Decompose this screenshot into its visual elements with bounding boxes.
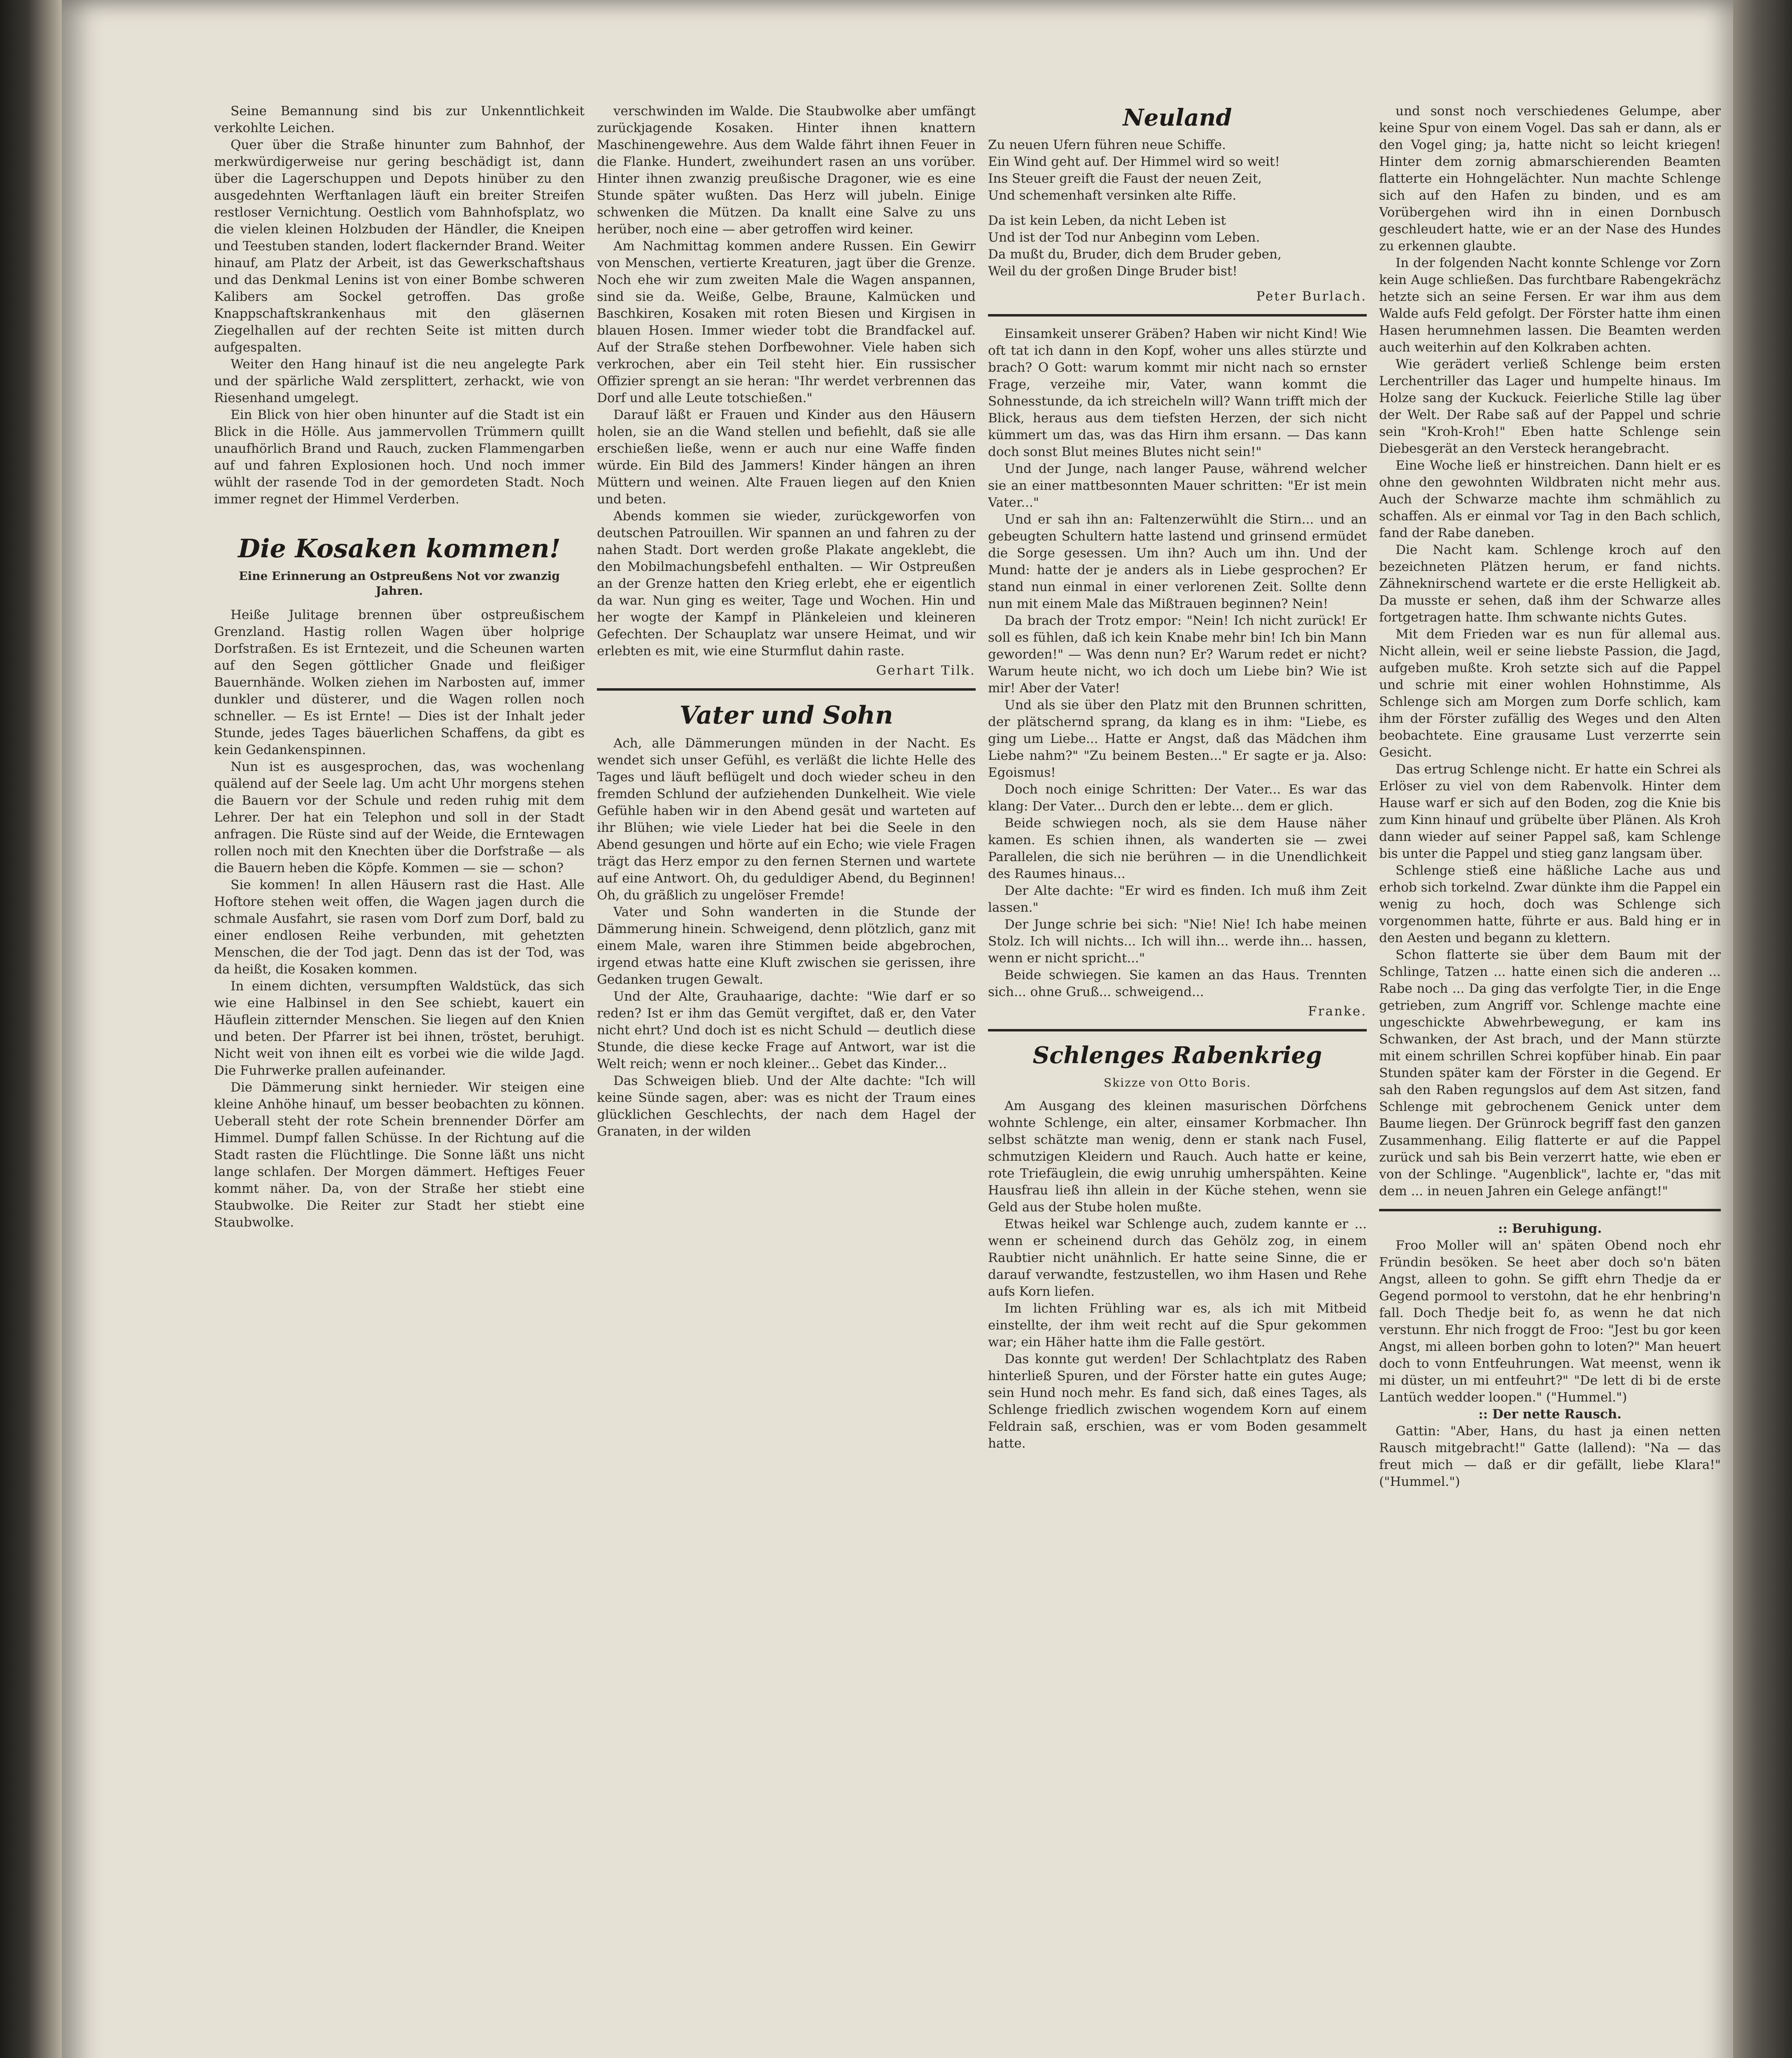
paragraph: Darauf läßt er Frauen und Kinder aus den Häusern holen, sie an die Wand stellen und befiehlt, daß sie alle erschießen ließe, wenn er auch nur eine Waffe finden würde. Ein Bild des Jammers! Kinder hängen an ihren Müttern und weinen. Alte Frauen liegen auf den Knien und beten. bbox=[597, 407, 976, 507]
paragraph: Beide schwiegen. Sie kamen an das Haus. Trennten sich... ohne Gruß... schweigend... bbox=[988, 968, 1367, 999]
paragraph: Im lichten Frühling war es, als ich mit Mitbeid einstellte, der ihm weit recht auf die Spur gekommen war; ein Häher hatte ihm die Falle gestört. bbox=[988, 1301, 1367, 1350]
paragraph: und sonst noch verschiedenes Gelumpe, aber keine Spur von einem Vogel. Das sah er dann, als er den Vogel ging; ja, hatte nicht so leicht kriegen! Hinter dem zornig abmarschierenden Beamten flatterte ein Hohngelächter. Nun machte Schlenge sich auf den Hafen zu binden, und es am Vorübergehen wird ihn in einen Dornbusch geschleudert hatte, wie er an der Nase des Hundes zu erkennen glaubte. bbox=[1379, 104, 1721, 254]
article-title: Vater und Sohn bbox=[679, 701, 893, 730]
paragraph: Am Nachmittag kommen andere Russen. Ein Gewirr von Menschen, vertierte Kreaturen, jagt über die Grenze. Noch ehe wir zum zweiten Male die Wagen anspannen, sind sie da. Weiße, Gelbe, Braune, Kalmücken und Baschkiren, Kosaken mit roten Biesen und Kirgisen in blauen Hosen. Immer wieder tobt die Brandfackel auf. Auf der Straße stehen Dorfbewohner. Viele haben sich verkrochen, aber ein Teil steht hier. Ein russischer Offizier sprengt an sie heran: "Ihr werdet verbrennen das Dorf und alle Leute totschießen." bbox=[597, 239, 976, 405]
column-4 bbox=[1379, 103, 1721, 2058]
paragraph: In der folgenden Nacht konnte Schlenge vor Zorn kein Auge schließen. Das furchtbare Rabengekrächz hetzte sich an seine Fersen. Er war ihm aus dem Walde aufs Feld gefolgt. Der Förster hatte ihm einen Hasen herumnehmen lassen. Die Beamten werden auch weiterhin auf den Kolkraben achten. bbox=[1379, 256, 1721, 355]
paragraph: verschwinden im Walde. Die Staubwolke aber umfängt zurückjagende Kosaken. Hinter ihnen knattern Maschinengewehre. Aus dem Walde fährt ihnen Feuer in die Flanke. Hundert, zweihundert rasen an uns vorüber. Hinter ihnen zwanzig preußische Dragoner, wie es eine Stunde später wußten. Das Herz will jubeln. Einige schwenken die Mützen. Da knallt eine Salve zu uns herüber, noch eine — aber getroffen wird keiner. bbox=[597, 104, 976, 237]
paragraph: Seine Bemannung sind bis zur Unkenntlichkeit verkohlte Leichen. bbox=[214, 104, 585, 135]
paragraph: Froo Moller will an' späten Obend noch ehr Fründin besöken. Se heet aber doch so'n bäten Angst, alleen to gohn. Se gifft ehrn Thedje da er Gegend pormool to verstohn, dat he ehr henbring'n fall. Doch Thedje beit fo, as wenn he dat nich verstunn. Ehr nich froggt de Froo: "Jest bu gor keen Angst, mi alleen borben gohn to loten?" Man heuert doch to vonn Entfeuhrungen. Wat meenst, wenn ik mi düster, un mi entfeuhrt?" "De lett di bi de erste Lantüch wedder loopen." ("Hummel.") bbox=[1379, 1238, 1721, 1405]
paragraph: Weiter den Hang hinauf ist die neu angelegte Park und der spärliche Wald zersplittert, zerhackt, wie von Riesenhand umgelegt. bbox=[214, 357, 585, 405]
paragraph: Der Alte dachte: "Er wird es finden. Ich muß ihm Zeit lassen." bbox=[988, 883, 1367, 915]
paragraph: Das konnte gut werden! Der Schlachtplatz des Raben hinterließ Spuren, und der Förster hatte ein gutes Auge; sein Hund noch mehr. Es fand sich, daß eines Tages, als Schlenge friedlich zwischen wogendem Korn auf einem Feldrain saß, erschien, was er vom Boden gesammelt hatte. bbox=[988, 1352, 1367, 1451]
article-title: Die Kosaken kommen! bbox=[238, 533, 561, 563]
paragraph: Die Dämmerung sinkt hernieder. Wir steigen eine kleine Anhöhe hinauf, um besser beobachten zu können. Ueberall steht der rote Schein brennender Dörfer am Himmel. Dumpf fallen Schüsse. In der Richtung auf die Stadt rasten die Flüchtlinge. Die Sonne läßt uns nicht lange schlafen. Der Morgen dämmert. Heftiges Feuer kommt näher. Da, von der Straße her stiebt eine Staubwolke. Die Reiter zur Stadt her stiebt eine Staubwolke. bbox=[214, 1080, 585, 1230]
paragraph: Schlenge stieß eine häßliche Lache aus und erhob sich torkelnd. Zwar dünkte ihm die Pappel ein wenig zu hoch, doch was Schlenge sich vorgenommen hatte, führte er aus. Bald hing er in den Aesten und begann zu klettern. bbox=[1379, 863, 1721, 945]
divider bbox=[597, 688, 976, 691]
column-3 bbox=[988, 103, 1367, 2058]
page-right-edge bbox=[1733, 0, 1792, 2058]
paragraph: Der Junge schrie bei sich: "Nie! Nie! Ich habe meinen Stolz. Ich will nichts... Ich will ihn... werde ihn... hassen, wenn er nicht spricht..." bbox=[988, 917, 1367, 966]
byline: Skizze von Otto Boris. bbox=[1104, 1076, 1251, 1090]
paragraph: Das Schweigen blieb. Und der Alte dachte: "Ich will keine Sünde sagen, aber: was es nicht der Traum eines glücklichen Geschlechts, der nach dem Hagel der Granaten, in der wilden bbox=[597, 1073, 976, 1139]
paragraph: Vater und Sohn wanderten in die Stunde der Dämmerung hinein. Schweigend, denn plötzlich, ganz mit einem Male, waren ihre Stimmen beide abgebrochen, irgend etwas hatte eine Kluft zwischen sie gerissen, ihre Gedanken trugen Gewalt. bbox=[597, 905, 976, 987]
paragraph: Etwas heikel war Schlenge auch, zudem kannte er ... wenn er scheinend durch das Gehölz zog, in einem Raubtier nicht unähnlich. Er hatte seine Sinne, die er darauf verwandte, festzustellen, wo ihm Hasen und Rehe aufs Korn liefen. bbox=[988, 1217, 1367, 1299]
paragraph: Und der Alte, Grauhaarige, dachte: "Wie darf er so reden? Ist er ihm das Gemüt vergiftet, daß er, den Vater nicht ehrt? Und doch ist es nicht Schuld — deutlich diese Stunde, die diese kecke Frage auf Antwort, war ist die Welt reich; wenn er noch kleiner... Gebet das Kinder... bbox=[597, 989, 976, 1071]
paragraph: Sie kommen! In allen Häusern rast die Hast. Alle Hoftore stehen weit offen, die Wagen jagen durch die schmale Ausfahrt, sie rasen vom Dorf zum Dorf, bald zu einer endlosen Reihe verbunden, mit gehetzten Menschen, die der Tod jagt. Denn das ist der Tod, was da heißt, die Kosaken kommen. bbox=[214, 878, 585, 977]
paragraph: Die Nacht kam. Schlenge kroch auf den bezeichneten Plätzen herum, er fand nichts. Zähneknirschend wartete er die erste Helligkeit ab. Da musste er sehen, daß ihm der Schwarze alles fortgetragen hatte. Ihm schwante nichts Gutes. bbox=[1379, 542, 1721, 625]
book-binding-edge bbox=[0, 0, 62, 2058]
poem-stanza: Zu neuen Ufern führen neue Schiffe. Ein Wind geht auf. Der Himmel wird so weit! Ins Steuer greift die Faust der neuen Zeit, Und schemenhaft versinken alte Riffe. bbox=[988, 137, 1280, 203]
joke-title: :: Beruhigung. bbox=[1498, 1221, 1602, 1236]
paragraph: Einsamkeit unserer Gräben? Haben wir nicht Kind! Wie oft tat ich dann in den Kopf, woher uns alles stürzte und brach? O Gott: warum kommt mir nicht nach so ernster Frage, verzeihe mir, Vater, wann kommt die Sohnesstunde, da ich streicheln will? Wann trifft mich der Blick, heraus aus dem tiefsten Herzen, der sich nicht kümmert um das, was das Hirn ihm ersann. — Das kann doch sonst Blut meines Blutes nicht sein!" bbox=[988, 326, 1367, 459]
article-subtitle: Eine Erinnerung an Ostpreußens Not vor zwanzig Jahren. bbox=[239, 569, 560, 598]
poem-stanza: Da ist kein Leben, da nicht Leben ist Und ist der Tod nur Anbeginn vom Leben. Da mußt du, Bruder, dich dem Bruder geben, Weil du der großen Dinge Bruder bist! bbox=[988, 213, 1282, 279]
paragraph: Und er sah ihn an: Faltenzerwühlt die Stirn... und an gebeugten Schultern hatte lastend und grinsend ermüdet die Sorge gesessen. Um ihn? Auch um ihn. Und der Mund: hatte der je anders als in Liebe gesprochen? Er stand nun einmal in einer verlorenen Zeit. Sollte denn nun mit einem Male das Mißtrauen beginnen? Nein! bbox=[988, 512, 1367, 611]
paragraph: Und der Junge, nach langer Pause, während welcher sie an einer mattbesonnten Mauer schritten: "Er ist mein Vater..." bbox=[988, 461, 1367, 510]
paragraph: Das ertrug Schlenge nicht. Er hatte ein Schrei als Erlöser zu viel von dem Rabenvolk. Hinter dem Hause warf er sich auf den Boden, zog die Knie bis zum Kinn hinauf und grübelte über Plänen. Als Kroh dann wieder auf seiner Pappel saß, kam Schlenge bis unter die Pappel und stieg ganz langsam über. bbox=[1379, 762, 1721, 861]
author: Gerhart Tilk. bbox=[876, 663, 976, 678]
divider bbox=[988, 314, 1367, 317]
paragraph: Doch noch einige Schritten: Der Vater... Es war das klang: Der Vater... Durch den er lebte... dem er glich. bbox=[988, 782, 1367, 814]
paragraph: Schon flatterte sie über dem Baum mit der Schlinge, Tatzen ... hatte einen sich die anderen ... Rabe noch ... Da ging das verfolgte Tier, in die Enge getrieben, zum Angriff vor. Schlenge machte eine ungeschickte Abwehrbewegung, er kam ins Schwanken, der Ast brach, und der Mann stürzte mit einem schrillen Schrei kopfüber hinab. Ein paar Stunden später kam der Förster in die Gegend. Er sah den Raben regungslos auf dem Ast sitzen, fand Schlenge mit gebrochenem Genick unter dem Baume liegen. Der Grünrock begriff fast den ganzen Zusammenhang. Eilig flatterte er auf die Pappel zurück und sah bis Bein verzerrt hatte, wie eben er von der Schlinge. "Augenblick", lachte er, "das mit dem ... in neuen Jahren ein Gelege anfängt!" bbox=[1379, 948, 1721, 1199]
article-title: Schlenges Rabenkrieg bbox=[1032, 1042, 1322, 1069]
paragraph: Beide schwiegen noch, als sie dem Hause näher kamen. Es schien ihnen, als wanderten sie — zwei Parallelen, die sich nie berühren — in die Unendlichkeit des Raumes hinaus... bbox=[988, 816, 1367, 881]
paragraph: Ein Blick von hier oben hinunter auf die Stadt ist ein Blick in die Hölle. Aus jammervollen Trümmern quillt unaufhörlich Brand und Rauch, zucken Flammengarben auf und fahren Explosionen hoch. Und noch immer wühlt der rasende Tod in der gemordeten Stadt. Noch immer regnet der Himmel Verderben. bbox=[214, 407, 585, 507]
paragraph: Mit dem Frieden war es nun für allemal aus. Nicht allein, weil er seine liebste Passion, die Jagd, aufgeben mußte. Kroh setzte sich auf die Pappel und schrie mit einer wohlen Hohnstimme, Als Schlenge sich am Morgen zum Dorfe schlich, kam ihm der Förster zufällig des Weges und den Alten beobachtete. Eine grausame Lust verzerrte sein Gesicht. bbox=[1379, 627, 1721, 760]
author: Franke. bbox=[1308, 1004, 1367, 1019]
author: Peter Burlach. bbox=[1256, 289, 1367, 304]
paragraph: Eine Woche ließ er hinstreichen. Dann hielt er es ohne den gewohnten Wildbraten nicht mehr aus. Auch der Schwarze machte ihm schmählich zu schaffen. Als er einmal vor Tag in den Bach schlich, fand der Rabe daneben. bbox=[1379, 458, 1721, 540]
joke-title: :: Der nette Rausch. bbox=[1478, 1407, 1622, 1422]
paragraph: Wie gerädert verließ Schlenge beim ersten Lerchentriller das Lager und humpelte hinaus. Im Holze sang der Kuckuck. Feierliche Stille lag über der Welt. Der Rabe saß auf der Pappel und schrie sein "Kroh-Kroh!" Eben hatte Schlenge sein Diebesgerät an den Versteck herangebracht. bbox=[1379, 357, 1721, 456]
paragraph: Heiße Julitage brennen über ostpreußischem Grenzland. Hastig rollen Wagen über holprige Dorfstraßen. Es ist Erntezeit, und die Scheunen warten auf den Segen göttlicher Gnade und fleißiger Bauernhände. Wolken ziehen im Narbosten auf, immer dunkler und düsterer, und die Wagen rollen noch schneller. — Es ist Ernte! — Dies ist der Inhalt jeder Stunde, jedes Tages bäuerlichen Schaffens, da gibt es kein Gedankenspinnen. bbox=[214, 608, 585, 757]
poem-title: Neuland bbox=[1123, 104, 1232, 131]
paragraph: In einem dichten, versumpften Waldstück, das sich wie eine Halbinsel in den See schiebt, kauert ein Häuflein zitternder Menschen. Sie liegen auf den Knien und beten. Der Pfarrer ist bei ihnen, tröstet, beruhigt. Nicht weit von ihnen eilt es vorbei wie die wilde Jagd. Die Fuhrwerke prallen aufeinander. bbox=[214, 979, 585, 1078]
divider bbox=[1379, 1209, 1721, 1211]
paragraph: Nun ist es ausgesprochen, das, was wochenlang quälend auf der Seele lag. Um acht Uhr morgens stehen die Bauern vor der Schule und reden ruhig mit dem Lehrer. Der hat ein Telephon und soll in der Stadt anfragen. Die Rüste sind auf der Weide, die Erntewagen rollen noch mit den Knechten über die Dorfstraße — als die Bauern heben die Köpfe. Kommen — sie — schon? bbox=[214, 759, 585, 875]
divider bbox=[988, 1029, 1367, 1031]
paragraph: Am Ausgang des kleinen masurischen Dörfchens wohnte Schlenge, ein alter, einsamer Korbmacher. Ihn selbst schätzte man wenig, denn er stank nach Fusel, schmutzigen Kleidern und Rauch. Auch hatte er keine, rote Triefäuglein, die ewig unruhig umherspähten. Keine Hausfrau ließ ihn allein in der Küche stehen, wenn sie Geld aus der Stube holen mußte. bbox=[988, 1099, 1367, 1215]
paragraph: Und als sie über den Platz mit den Brunnen schritten, der plätschernd sprang, da klang es in ihm: "Liebe, es ging um Liebe... Hatte er Angst, daß das Mädchen ihm Liebe nahm?" "Zu beinem Besten..." Er sagte er ja. Also: Egoismus! bbox=[988, 698, 1367, 780]
paragraph: Da brach der Trotz empor: "Nein! Ich nicht zurück! Er soll es fühlen, daß ich kein Knabe mehr bin! Ich bin Mann geworden!" — Was denn nun? Er? Warum redet er nicht? Warum heute nicht, wo ich doch um Liebe bin? Wie ist mir! Aber der Vater! bbox=[988, 613, 1367, 696]
column-2 bbox=[597, 103, 976, 2058]
paragraph: Quer über die Straße hinunter zum Bahnhof, der merkwürdigerweise nur gering beschädigt ist, dann über die Lagerschuppen und Depots hinüber zu den ausgedehnten Werftanlagen läuft ein breiter Streifen restloser Vernichtung. Oestlich vom Bahnhofsplatz, wo die vielen kleinen Holzbuden der Händler, die Kneipen und Teestuben standen, lodert flackernder Brand. Weiter hinauf, am Platz der Arbeit, ist das Gewerkschaftshaus und das Denkmal Lenins ist von einer Bombe schweren Kalibers am Sockel getroffen. Das große Knappschaftskrankenhaus mit den gläsernen Ziegelhallen auf der rechten Seite ist mitten durch aufgespalten. bbox=[214, 137, 585, 355]
paragraph: Ach, alle Dämmerungen münden in der Nacht. Es wendet sich unser Gefühl, es verläßt die lichte Helle des Tages und läuft beflügelt und doch wieder scheu in den fremden Schlund der aufziehenden Dunkelheit. Wie viele Gefühle haben wir in den Abend gesät und warteten auf ihr Blühen; wie viele Lieder hat bei die Seele in den Abend gesungen und hörte auf ein Echo; wie viele Fragen trägt das Herz empor zu den fernen Sternen und wartete auf eine Antwort. Oh, du geduldiger Abend, du Beginnen! Oh, du gräßlich zu ungelöser Fremde! bbox=[597, 736, 976, 903]
paragraph: Gattin: "Aber, Hans, du hast ja einen netten Rausch mitgebracht!" Gatte (lallend): "Na — das freut mich — daß er dir gefällt, liebe Klara!" ("Hummel.") bbox=[1379, 1424, 1721, 1489]
paragraph: Abends kommen sie wieder, zurückgeworfen von deutschen Patrouillen. Wir spannen an und fahren zu der nahen Stadt. Dort werden große Plakate angeklebt, die den Mobilmachungsbefehl enthalten. — Wir Ostpreußen an der Grenze hatten den Krieg erlebt, ehe er eigentlich da war. Nun ging es weiter, Tage und Wochen. Hin und her wogte der Kampf in Plänkeleien und kleineren Gefechten. Der Schauplatz war unsere Heimat, und wir erlebten es mit, wie eine Sturmflut dahin raste. bbox=[597, 509, 976, 659]
column-1 bbox=[214, 103, 585, 2058]
